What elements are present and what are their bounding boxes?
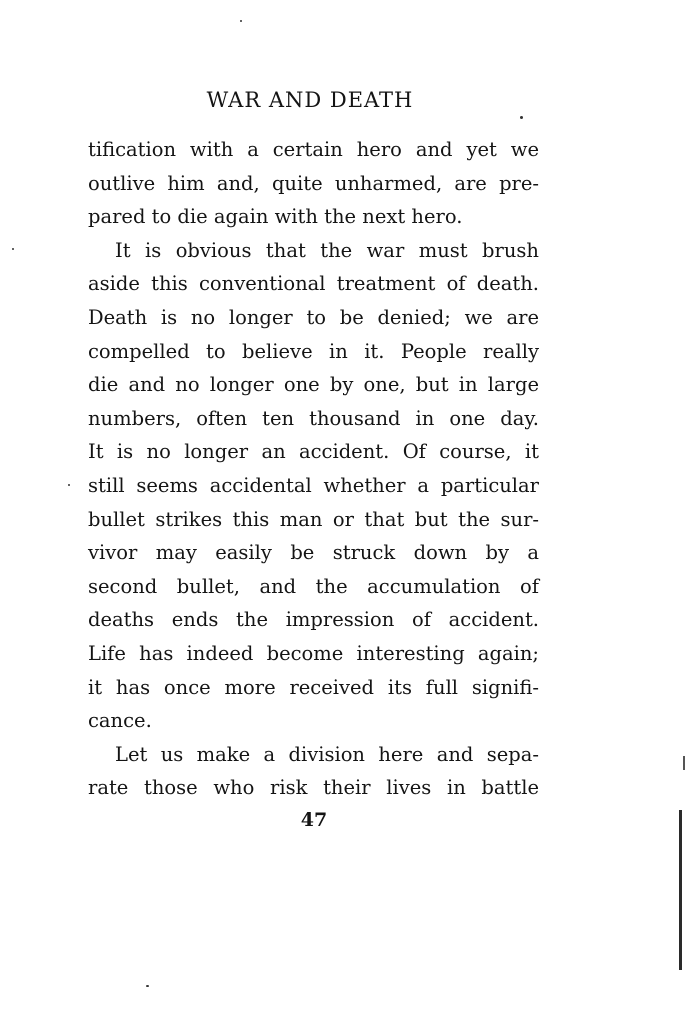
scan-edge-line bbox=[679, 810, 682, 970]
scan-speck bbox=[68, 484, 70, 486]
text-line: it has once more received its full signifi- bbox=[88, 675, 539, 699]
running-head: WAR AND DEATH bbox=[206, 88, 414, 112]
text-line: die and no longer one by one, but in large bbox=[88, 373, 539, 397]
text-line: Let us make a division here and sepa- bbox=[115, 742, 539, 766]
text-line: It is no longer an accident. Of course, it bbox=[88, 440, 539, 464]
text-line: second bullet, and the accumulation of bbox=[88, 574, 539, 598]
text-line: Death is no longer to be denied; we are bbox=[88, 305, 539, 329]
text-line: aside this conventional treatment of death. bbox=[88, 272, 539, 296]
text-line: compelled to believe in it. People really bbox=[88, 339, 539, 363]
text-line: still seems accidental whether a particular bbox=[88, 473, 539, 497]
page-number: 47 bbox=[300, 809, 328, 831]
scan-speck bbox=[12, 248, 14, 250]
text-line: pared to die again with the next hero. bbox=[88, 205, 463, 229]
scan-speck bbox=[146, 985, 149, 987]
text-line: Life has indeed become interesting again; bbox=[88, 641, 539, 665]
scan-speck bbox=[520, 116, 523, 119]
scan-edge-mark bbox=[683, 756, 685, 770]
body-text bbox=[88, 133, 539, 805]
scan-speck bbox=[240, 20, 242, 22]
text-line: tification with a certain hero and yet we bbox=[88, 138, 539, 161]
text-line: deaths ends the impression of accident. bbox=[88, 608, 539, 632]
text-line: cance. bbox=[88, 709, 152, 733]
text-line: bullet strikes this man or that but the sur- bbox=[88, 507, 539, 531]
text-line: It is obvious that the war must brush bbox=[115, 238, 539, 262]
text-line: rate those who risk their lives in battle bbox=[88, 776, 539, 800]
text-line: vivor may easily be struck down by a bbox=[88, 541, 539, 565]
text-line: numbers, often ten thousand in one day. bbox=[88, 406, 539, 430]
text-line: outlive him and, quite unharmed, are pre- bbox=[88, 171, 539, 195]
